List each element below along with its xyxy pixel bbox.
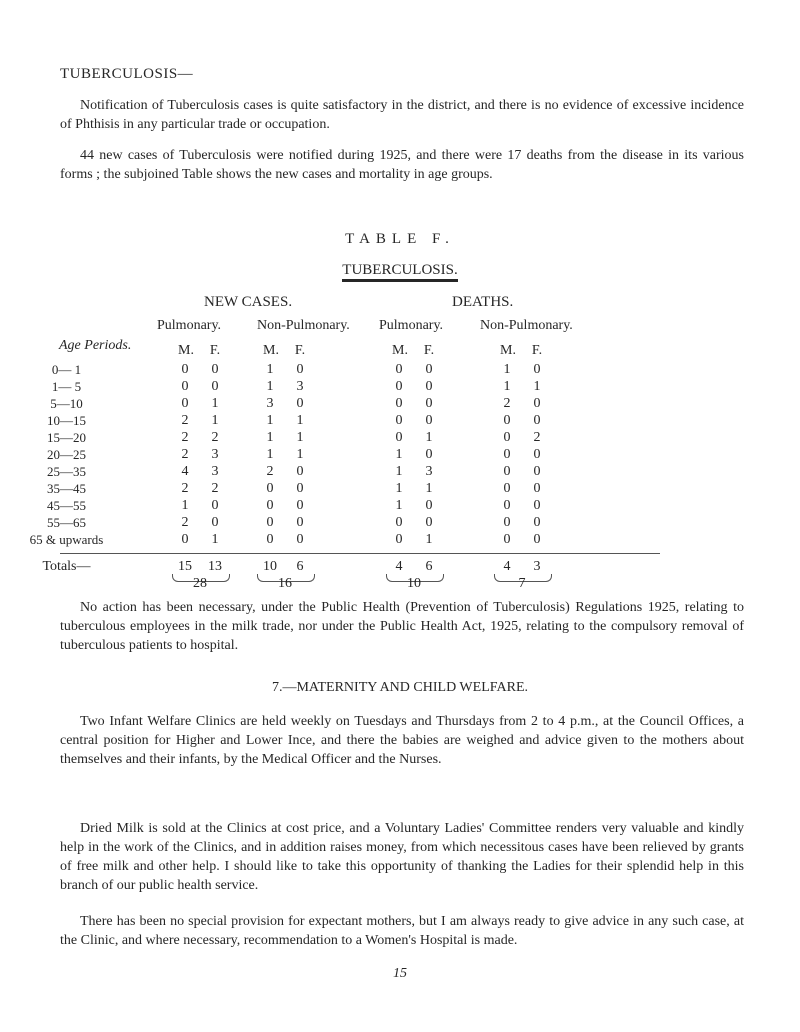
table-cell: 2 <box>181 413 189 428</box>
table-cell: 0 <box>296 481 304 496</box>
table-cell: 1 <box>211 396 219 411</box>
subheader-pulmonary-new: Pulmonary. <box>157 318 222 333</box>
table-cell: 0 <box>425 515 433 530</box>
table-cell: 0 <box>296 515 304 530</box>
table-cell: 1 <box>425 430 433 445</box>
totals-cell: 4 <box>395 559 403 574</box>
table-cell: 0 <box>533 498 541 513</box>
table-cell: 0 <box>503 532 511 547</box>
table-cell: 1 <box>266 430 274 445</box>
group-total: 16 <box>278 576 292 591</box>
table-cell: 0 <box>425 447 433 462</box>
sex-header-f: F. <box>209 343 221 358</box>
table-cell: 0 <box>503 413 511 428</box>
table-cell: 0 <box>395 413 403 428</box>
table-cell: 1 <box>211 413 219 428</box>
table-cell: 0 <box>296 362 304 377</box>
table-cell: 0 <box>211 362 219 377</box>
table-cell: 0 <box>211 379 219 394</box>
table-cell: 0 <box>181 532 189 547</box>
age-period-cell: 10—15 <box>47 413 86 428</box>
totals-cell: 3 <box>533 559 541 574</box>
paragraph-dried-milk: Dried Milk is sold at the Clinics at cost price, and a Voluntary Ladies' Committee renders very valuable and kindly help in the work of the Clinics, and in addition raises money, from which necessitous cases have been relieved by grants of free milk and other help. I should like to take this opportunity of thanking the Ladies for their splendid help in this branch of our public health service. <box>60 821 744 893</box>
table-cell: 1 <box>503 362 511 377</box>
age-period-cell: 0— 1 <box>51 362 82 377</box>
age-period-cell: 5—10 <box>50 396 83 411</box>
age-period-cell: 65 & upwards <box>29 532 104 547</box>
table-cell: 0 <box>533 515 541 530</box>
table-cell: 1 <box>395 464 403 479</box>
table-cell: 1 <box>395 498 403 513</box>
table-cell: 0 <box>395 362 403 377</box>
table-cell: 1 <box>395 447 403 462</box>
table-cell: 0 <box>211 498 219 513</box>
age-period-cell: 20—25 <box>47 447 86 462</box>
paragraph-clinics: Two Infant Welfare Clinics are held weekly on Tuesdays and Thursdays from 2 to 4 p.m., at the Council Offices, a central position for Higher and Lower Ince, and there the babies are weighed and advice given to the mothers about themselves and their infants, by the Medical Officer and the Nurses. <box>60 714 744 767</box>
totals-cell: 10 <box>263 559 277 574</box>
table-cell: 4 <box>181 464 189 479</box>
table-cell: 0 <box>266 515 274 530</box>
table-cell: 1 <box>266 413 274 428</box>
table-cell: 1 <box>425 481 433 496</box>
table-cell: 2 <box>211 481 219 496</box>
totals-cell: 6 <box>425 559 433 574</box>
table-cell: 0 <box>503 481 511 496</box>
age-period-cell: 55—65 <box>47 515 86 530</box>
table-cell: 2 <box>266 464 274 479</box>
table-cell: 2 <box>211 430 219 445</box>
table-cell: 1 <box>296 447 304 462</box>
table-cell: 0 <box>425 396 433 411</box>
totals-cell: 15 <box>178 559 192 574</box>
subheader-nonpulmonary-deaths: Non-Pulmonary. <box>480 318 573 333</box>
table-cell: 0 <box>533 413 541 428</box>
table-cell: 1 <box>296 430 304 445</box>
table-cell: 3 <box>211 447 219 462</box>
sex-header-f: F. <box>294 343 306 358</box>
table-cell: 0 <box>533 464 541 479</box>
group-header-new-cases: NEW CASES. <box>204 294 293 310</box>
table-cell: 0 <box>181 379 189 394</box>
table-cell: 0 <box>395 532 403 547</box>
table-cell: 3 <box>211 464 219 479</box>
table-cell: 0 <box>395 396 403 411</box>
table-cell: 0 <box>395 379 403 394</box>
table-cell: 1 <box>266 362 274 377</box>
age-period-cell: 1— 5 <box>51 379 82 394</box>
group-total: 10 <box>407 576 421 591</box>
table-cell: 1 <box>296 413 304 428</box>
table-cell: 1 <box>395 481 403 496</box>
paragraph-regulations: No action has been necessary, under the Public Health (Prevention of Tuberculosis) Regulations 1925, relating to tuberculous employees in the milk trade, nor under the Public Health Act, 1925, relating to the compulsory removal of tuberculous patients to hospital. <box>60 600 744 653</box>
table-title <box>0 262 800 279</box>
totals-rule <box>60 553 660 554</box>
table-label: TABLE F. <box>345 231 455 247</box>
table-cell: 0 <box>296 464 304 479</box>
paragraph-new-cases: 44 new cases of Tuberculosis were notified during 1925, and there were 17 deaths from the disease in its various forms ; the subjoined Table shows the new cases and mortality in age groups. <box>60 148 744 182</box>
sex-header-m: M. <box>392 343 408 358</box>
section-heading-maternity: 7.—MATERNITY AND CHILD WELFARE. <box>271 680 528 695</box>
table-cell: 0 <box>296 498 304 513</box>
totals-cell: 13 <box>208 559 222 574</box>
table-cell: 1 <box>266 379 274 394</box>
group-total: 7 <box>518 576 526 591</box>
sex-header-m: M. <box>500 343 516 358</box>
table-cell: 0 <box>296 532 304 547</box>
age-period-cell: 25—35 <box>47 464 86 479</box>
table-cell: 1 <box>181 498 189 513</box>
totals-label: Totals— <box>42 559 91 574</box>
subheader-nonpulmonary-new: Non-Pulmonary. <box>257 318 350 333</box>
table-cell: 0 <box>533 532 541 547</box>
table-cell: 1 <box>503 379 511 394</box>
sex-header-f: F. <box>531 343 543 358</box>
table-cell: 0 <box>395 515 403 530</box>
table-cell: 0 <box>503 464 511 479</box>
sex-header-m: M. <box>263 343 279 358</box>
table-cell: 2 <box>181 481 189 496</box>
sex-header-f: F. <box>423 343 435 358</box>
group-total: 28 <box>193 576 207 591</box>
subheader-pulmonary-deaths: Pulmonary. <box>379 318 444 333</box>
table-cell: 2 <box>181 515 189 530</box>
table-cell: 2 <box>181 447 189 462</box>
table-cell: 0 <box>533 362 541 377</box>
age-period-cell: 45—55 <box>47 498 86 513</box>
table-cell: 2 <box>533 430 541 445</box>
table-title-text: TUBERCULOSIS. <box>342 262 457 282</box>
paragraph-expectant-mothers: There has been no special provision for expectant mothers, but I am always ready to give advice in any such case, at the Clinic, and where necessary, recommendation to a Women's Hospital is made. <box>60 914 744 948</box>
table-cell: 2 <box>181 430 189 445</box>
table-cell: 0 <box>296 396 304 411</box>
table-cell: 0 <box>503 498 511 513</box>
table-cell: 1 <box>211 532 219 547</box>
table-cell: 3 <box>266 396 274 411</box>
sex-header-m: M. <box>178 343 194 358</box>
table-cell: 3 <box>425 464 433 479</box>
table-cell: 1 <box>266 447 274 462</box>
table-cell: 0 <box>425 498 433 513</box>
group-header-deaths: DEATHS. <box>452 294 514 310</box>
table-cell: 1 <box>425 532 433 547</box>
table-cell: 1 <box>533 379 541 394</box>
table-cell: 0 <box>181 362 189 377</box>
paragraph-notification: Notification of Tuberculosis cases is quite satisfactory in the district, and there is no evidence of excessive incidence of Phthisis in any particular trade or occupation. <box>60 98 744 132</box>
table-cell: 3 <box>296 379 304 394</box>
page-number: 15 <box>393 966 407 981</box>
table-cell: 0 <box>503 430 511 445</box>
totals-cell: 6 <box>296 559 304 574</box>
age-periods-header: Age Periods. <box>59 338 132 353</box>
totals-cell: 4 <box>503 559 511 574</box>
table-cell: 0 <box>425 379 433 394</box>
table-cell: 0 <box>503 447 511 462</box>
table-cell: 0 <box>533 396 541 411</box>
page-heading: TUBERCULOSIS— <box>60 66 194 82</box>
table-cell: 0 <box>395 430 403 445</box>
table-cell: 0 <box>266 532 274 547</box>
table-cell: 0 <box>181 396 189 411</box>
age-period-cell: 35—45 <box>47 481 86 496</box>
table-cell: 0 <box>533 447 541 462</box>
table-cell: 0 <box>425 362 433 377</box>
table-cell: 0 <box>266 498 274 513</box>
table-cell: 0 <box>503 515 511 530</box>
table-cell: 0 <box>425 413 433 428</box>
age-period-cell: 15—20 <box>47 430 86 445</box>
table-cell: 2 <box>503 396 511 411</box>
table-cell: 0 <box>266 481 274 496</box>
table-cell: 0 <box>211 515 219 530</box>
table-cell: 0 <box>533 481 541 496</box>
